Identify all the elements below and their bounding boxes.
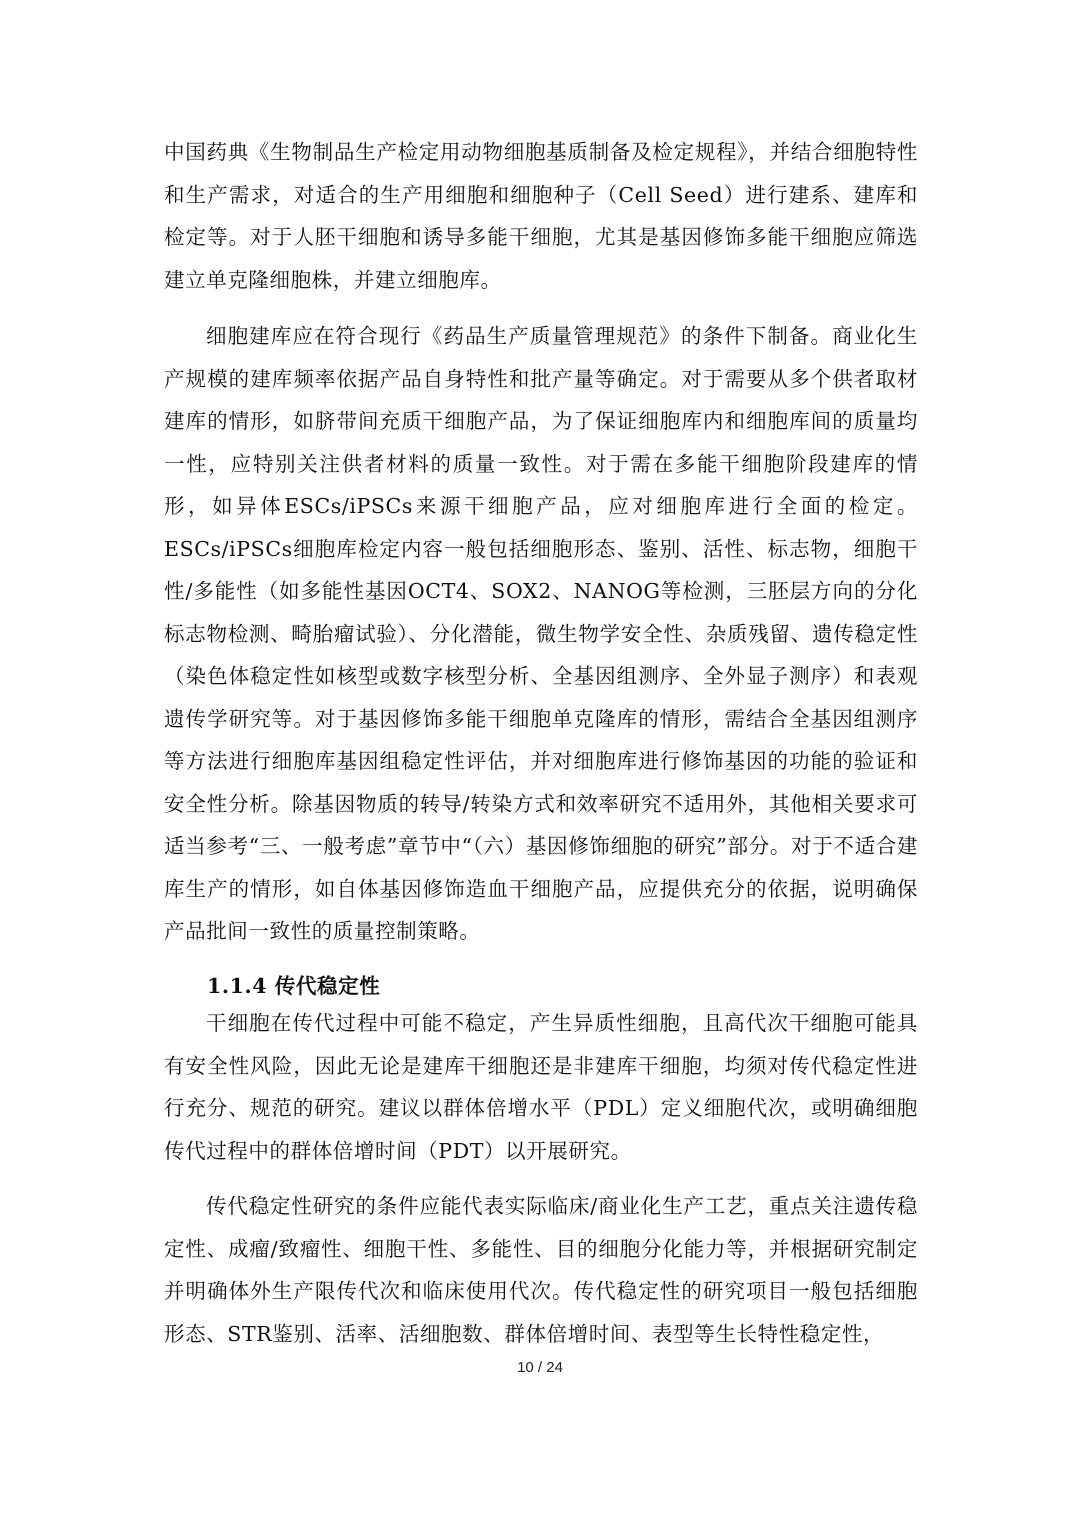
body-paragraph-passage-conditions: 传代稳定性研究的条件应能代表实际临床/商业化生产工艺，重点关注遗传稳定性、成瘤/致瘤性、细胞干性、多能性、目的细胞分化能力等，并根据研究制定并明确体外生产限传代次和临床使用代次。传代稳定性的研究项目一般包括细胞形态、STR鉴别、活率、活细胞数、群体倍增时间、表型等生长特性稳定性， [164,1194,918,1346]
section-heading-passage-stability: 1.1.4 传代稳定性 [207,974,381,998]
body-paragraph-passage-intro: 干细胞在传代过程中可能不稳定，产生异质性细胞，且高代次干细胞可能具有安全性风险，因此无论是建库干细胞还是非建库干细胞，均须对传代稳定性进行充分、规范的研究。建议以群体倍增水平（PDL）定义细胞代次，或明确细胞传代过程中的群体倍增时间（PDT）以开展研究。 [164,1011,918,1163]
body-paragraph-cell-bank: 细胞建库应在符合现行《药品生产质量管理规范》的条件下制备。商业化生产规模的建库频率依据产品自身特性和批产量等确定。对于需要从多个供者取材建库的情形，如脐带间充质干细胞产品，为了保证细胞库内和细胞库间的质量均一性，应特别关注供者材料的质量一致性。对于需在多能干细胞阶段建库的情形，如异体ESCs/iPSCs来源干细胞产品，应对细胞库进行全面的检定。ESCs/iPSCs细胞库检定内容一般包括细胞形态、鉴别、活性、标志物，细胞干性/多能性（如多能性基因OCT4、SOX2、NANOG等检测，三胚层方向的分化标志物检测、畸胎瘤试验）、分化潜能，微生物学安全性、杂质残留、遗传稳定性（染色体稳定性如核型或数字核型分析、全基因组测序、全外显子测序）和表观遗传学研究等。对于基因修饰多能干细胞单克隆库的情形，需结合全基因组测序等方法进行细胞库基因组稳定性评估，并对细胞库进行修饰基因的功能的验证和安全性分析。除基因物质的转导/转染方式和效率研究不适用外，其他相关要求可适当参考“三、一般考虑”章节中“（六）基因修饰细胞的研究”部分。对于不适合建库生产的情形，如自体基因修饰造血干细胞产品，应提供充分的依据，说明确保产品批间一致性的质量控制策略。 [164,324,918,943]
page-number: 10 / 24 [517,1359,563,1376]
body-paragraph-cell-seed: 中国药典《生物制品生产检定用动物细胞基质制备及检定规程》，并结合细胞特性和生产需求，对适合的生产用细胞和细胞种子（Cell Seed）进行建系、建库和检定等。对于人胚干细胞和诱导多能干细胞，尤其是基因修饰多能干细胞应筛选建立单克隆细胞株，并建立细胞库。 [164,140,918,292]
